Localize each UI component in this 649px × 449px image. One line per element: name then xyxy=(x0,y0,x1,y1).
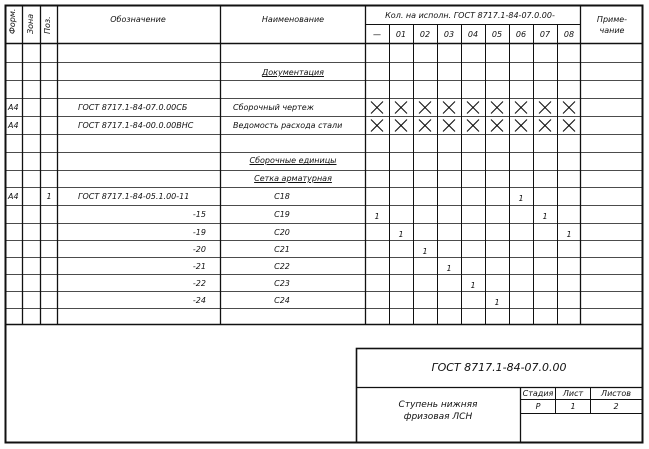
section-documentation: Документация xyxy=(262,68,324,77)
row-format: А4 xyxy=(8,121,19,130)
row-qty: 1 xyxy=(494,298,500,307)
x-mark-icon xyxy=(539,120,551,132)
row-qty: 1 xyxy=(470,281,476,290)
row-designation: -15 xyxy=(192,210,206,219)
x-mark-icon xyxy=(491,120,503,132)
row-qty: 1 xyxy=(422,247,428,256)
sheet-label: Лист xyxy=(562,389,584,398)
row-name: С18 xyxy=(274,192,290,201)
version-header-4: 04 xyxy=(467,30,479,39)
version-header-6: 06 xyxy=(515,30,527,39)
header-zone: Зона xyxy=(26,13,35,34)
version-header-3: 03 xyxy=(443,30,455,39)
row-designation: ГОСТ 8717.1-84-05.1.00-11 xyxy=(78,192,190,201)
x-mark-icon xyxy=(491,102,503,114)
x-mark-icon xyxy=(395,102,407,114)
row-designation: -24 xyxy=(192,296,206,305)
x-mark-icon xyxy=(395,120,407,132)
row-format: А4 xyxy=(8,103,19,112)
doc-number: ГОСТ 8717.1-84-07.0.00 xyxy=(431,361,567,374)
row-designation: -20 xyxy=(192,245,206,254)
row-format: А4 xyxy=(8,192,19,201)
row-name: С21 xyxy=(274,245,290,254)
sheets-value: 2 xyxy=(613,402,619,411)
header-position: Поз. xyxy=(43,16,52,34)
version-header-0: — xyxy=(373,30,381,39)
row-qty: 1 xyxy=(374,212,380,221)
header-name: Наименование xyxy=(261,15,325,24)
row-name: С24 xyxy=(274,296,290,305)
section-assemblies: Сборочные единицы xyxy=(249,156,337,165)
sheet-value: 1 xyxy=(570,402,576,411)
row-name: С23 xyxy=(274,279,290,288)
row-name: С22 xyxy=(274,262,290,271)
row-name: Сборочный чертеж xyxy=(233,103,314,112)
x-mark-icon xyxy=(419,102,431,114)
row-name: С19 xyxy=(274,210,290,219)
row-designation: -19 xyxy=(192,228,206,237)
row-designation: -22 xyxy=(192,279,206,288)
stage-label: Стадия xyxy=(522,389,554,398)
row-qty: 1 xyxy=(542,212,548,221)
x-mark-icon xyxy=(443,120,455,132)
row-qty: 1 xyxy=(446,264,452,273)
title-line-1: Ступень нижняя xyxy=(398,400,478,410)
section-mesh: Сетка арматурная xyxy=(254,174,332,183)
version-header-2: 02 xyxy=(419,30,431,39)
version-header-7: 07 xyxy=(539,30,551,39)
row-qty: 1 xyxy=(518,194,524,203)
x-mark-icon xyxy=(563,102,575,114)
x-mark-icon xyxy=(467,120,479,132)
row-qty: 1 xyxy=(398,230,404,239)
row-position: 1 xyxy=(46,192,52,201)
x-mark-icon xyxy=(443,102,455,114)
version-header-1: 01 xyxy=(395,30,407,39)
x-mark-icon xyxy=(419,120,431,132)
x-mark-icon xyxy=(371,120,383,132)
row-qty: 1 xyxy=(566,230,572,239)
x-mark-icon xyxy=(371,102,383,114)
row-designation: -21 xyxy=(192,262,206,271)
row-designation: ГОСТ 8717.1-84-07.0.00СБ xyxy=(78,103,188,112)
row-name: Ведомость расхода стали xyxy=(233,121,343,130)
row-name: С20 xyxy=(274,228,290,237)
version-header-8: 08 xyxy=(563,30,575,39)
x-mark-icon xyxy=(563,120,575,132)
header-format: Форм. xyxy=(8,8,17,34)
header-note: Приме-чание xyxy=(596,15,628,36)
stage-value: Р xyxy=(535,402,541,411)
version-header-5: 05 xyxy=(491,30,503,39)
x-mark-icon xyxy=(515,102,527,114)
header-designation: Обозначение xyxy=(110,15,166,24)
sheets-label: Листов xyxy=(601,389,631,398)
title-line-2: фризовая ЛСН xyxy=(403,412,473,422)
x-mark-icon xyxy=(539,102,551,114)
header-qty-title: Кол. на исполн. ГОСТ 8717.1-84-07.0.00- xyxy=(385,11,555,20)
row-designation: ГОСТ 8717.1-84-00.0.00ВНС xyxy=(78,121,194,130)
x-mark-icon xyxy=(515,120,527,132)
x-mark-icon xyxy=(467,102,479,114)
